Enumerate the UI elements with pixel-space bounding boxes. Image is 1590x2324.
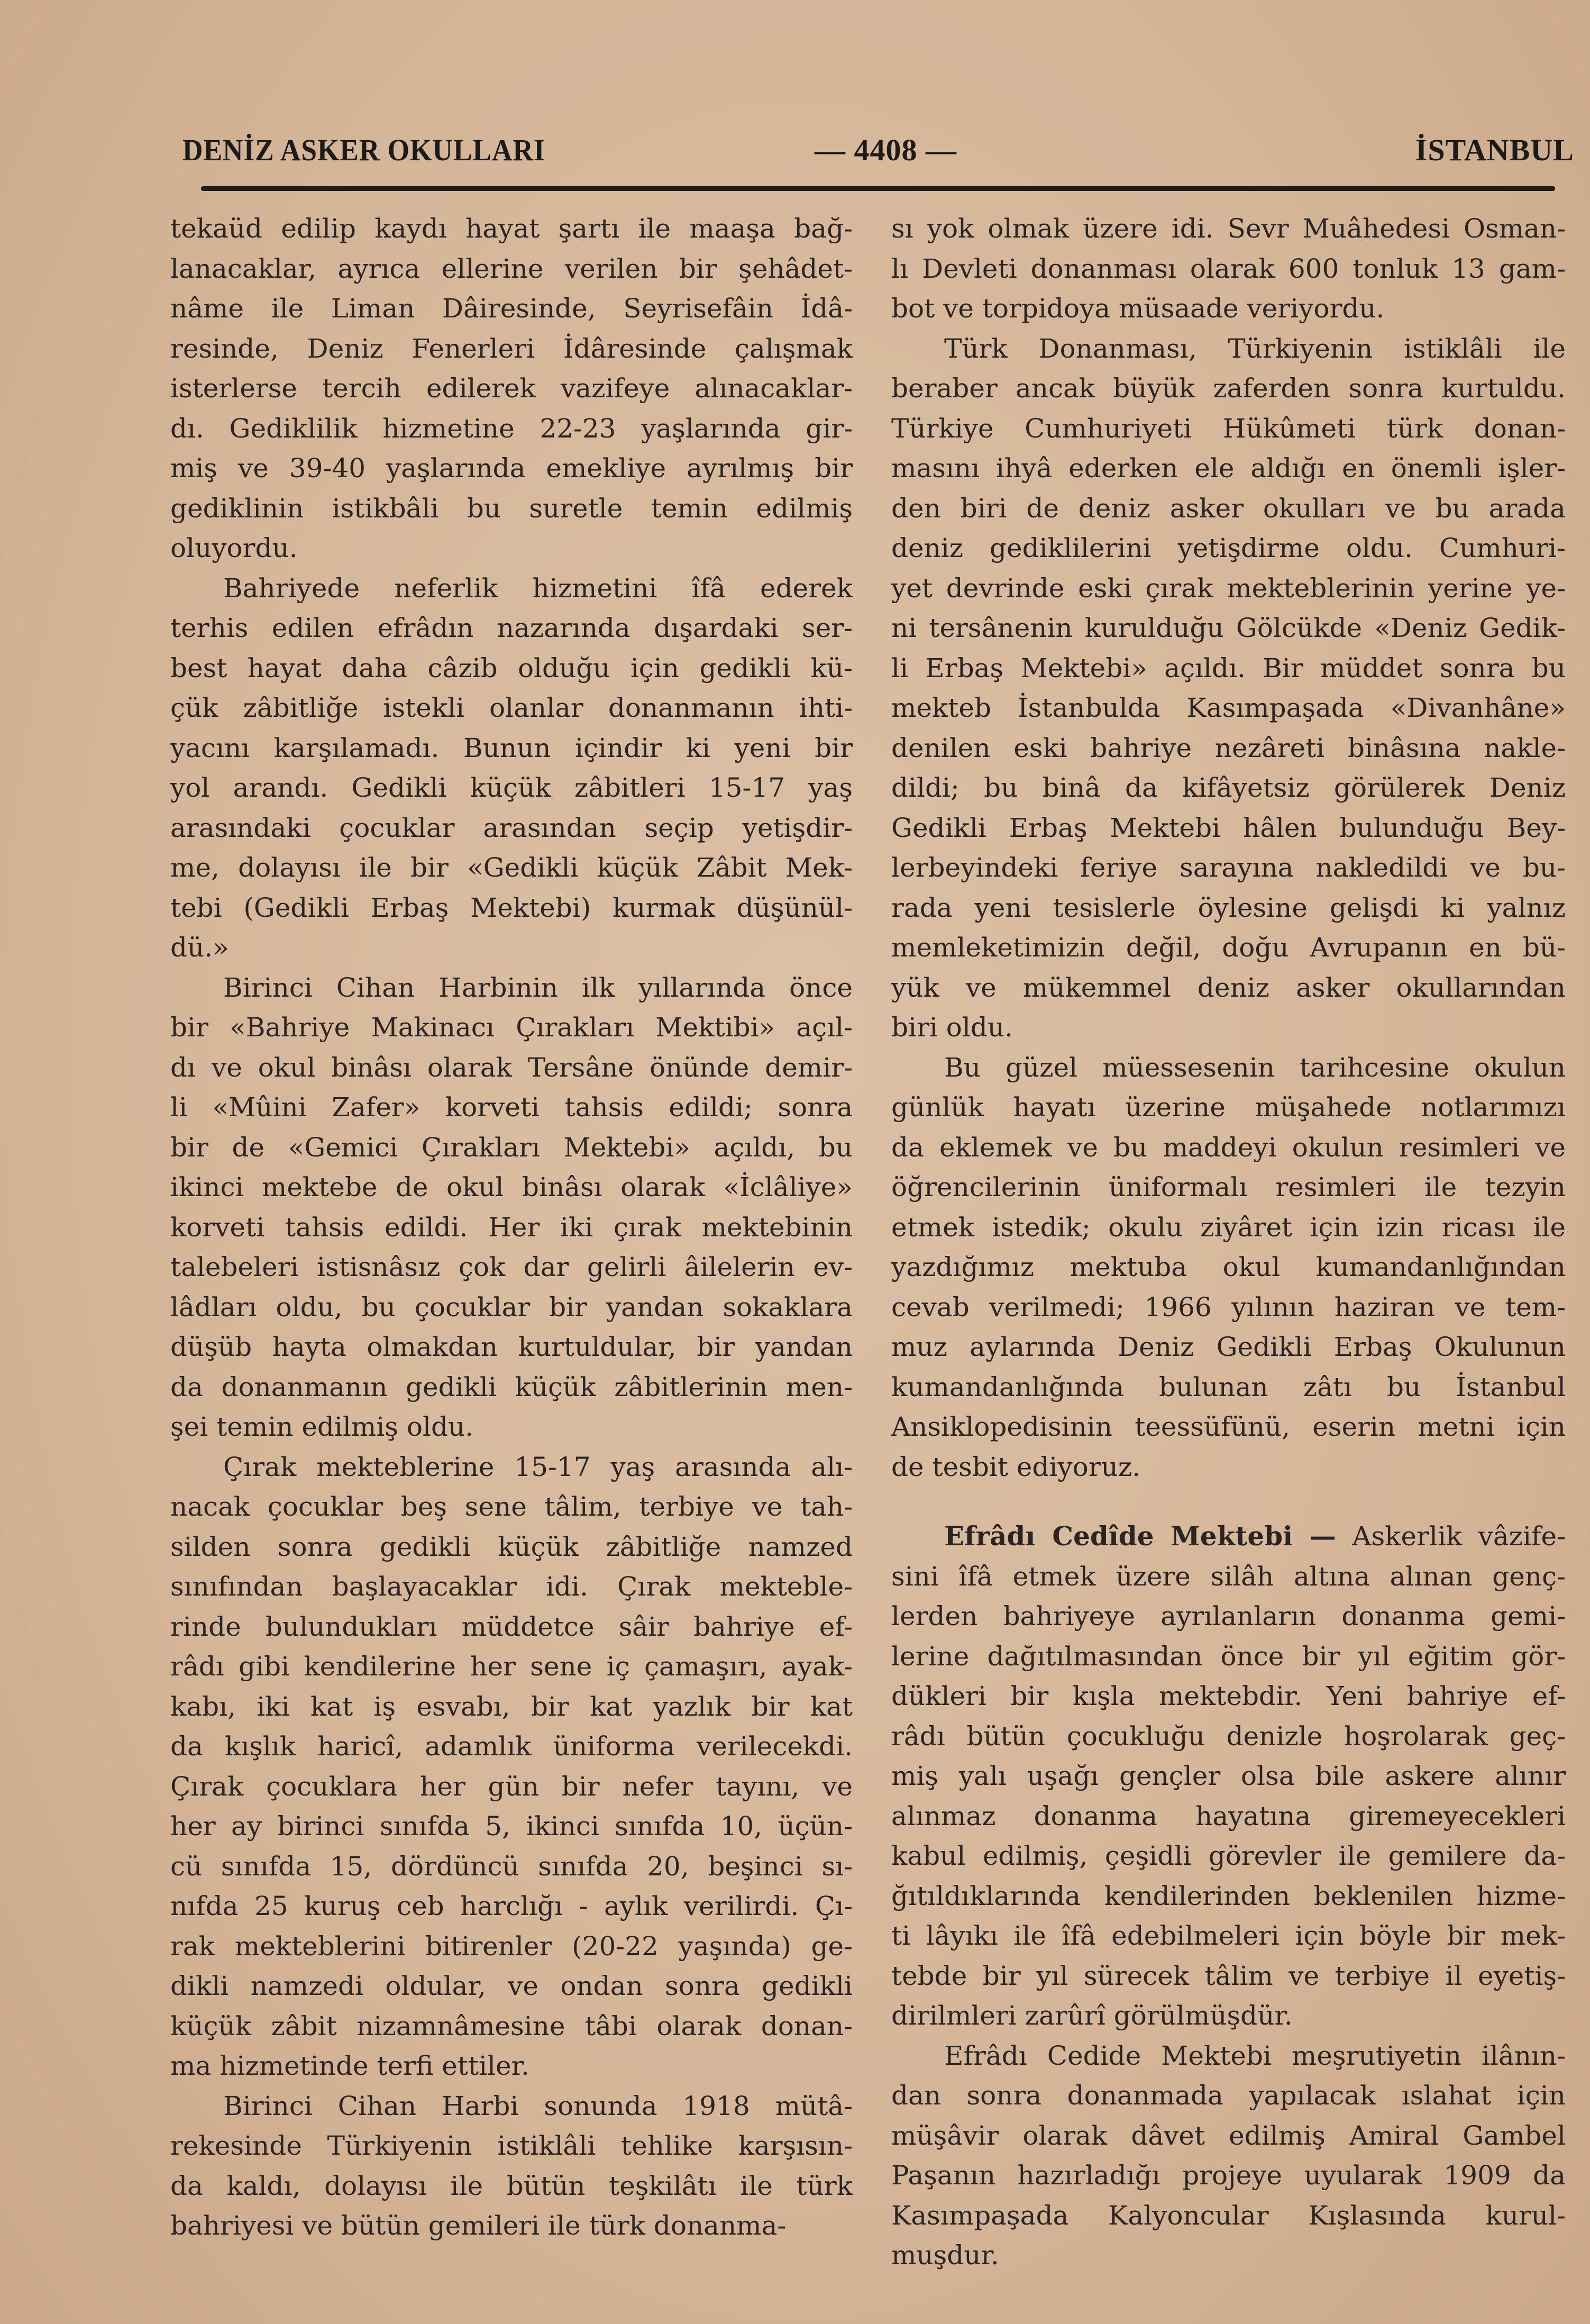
text-line: gediklinin istikbâli bu suretle temin edilmiş xyxy=(170,493,853,524)
text-line: rinde bulundukları müddetce sâir bahriye ef- xyxy=(170,1611,853,1642)
text-line: Birinci Cihan Harbinin ilk yıllarında önce xyxy=(223,972,853,1003)
text-line: da donanmanın gedikli küçük zâbitlerinin men- xyxy=(170,1371,853,1402)
text-line: çük zâbitliğe istekli olanlar donanmanın ihti- xyxy=(170,692,853,723)
text-line: dü.» xyxy=(170,932,229,963)
text-line: lerbeyindeki feriye sarayına nakledildi ve bu- xyxy=(891,852,1566,883)
text-line: best hayat daha câzib olduğu için gedikli kü- xyxy=(170,652,853,683)
text-line: dikli namzedi oldular, ve ondan sonra gedikli xyxy=(170,1971,853,2001)
text-line: yol arandı. Gedikli küçük zâbitleri 15-17 yaş xyxy=(170,772,853,803)
paragraph xyxy=(170,569,853,968)
text-line: oluyordu. xyxy=(170,533,298,563)
text-line: lanacaklar, ayrıca ellerine verilen bir şehâdet- xyxy=(170,253,853,284)
entry-heading: Efrâdı Cedîde Mektebi — xyxy=(944,1520,1336,1552)
text-line: den biri de deniz asker okulları ve bu arada xyxy=(891,493,1566,524)
text-line: nâme ile Liman Dâiresinde, Seyrisefâin İdâ- xyxy=(170,293,853,324)
text-line: dı ve okul binâsı olarak Tersâne önünde demir- xyxy=(170,1052,853,1083)
text-line: bahriyesi ve bütün gemileri ile türk donanma- xyxy=(170,2210,787,2241)
text-line: Çırak çocuklara her gün bir nefer tayını, ve xyxy=(170,1771,853,1802)
text-line: li Erbaş Mektebi» açıldı. Bir müddet sonra bu xyxy=(891,652,1566,683)
text-line: silden sonra gedikli küçük zâbitliğe namzed xyxy=(170,1531,853,1562)
text-line: memleketimizin değil, doğu Avrupanın en bü- xyxy=(891,932,1566,963)
text-line: lerine dağıtılmasından önce bir yıl eğitim gör- xyxy=(891,1641,1566,1672)
text-line: mekteb İstanbulda Kasımpaşada «Divanhâne» xyxy=(891,692,1566,723)
paragraph xyxy=(891,2036,1566,2276)
text-line: terhis edilen efrâdın nazarında dışardaki ser- xyxy=(170,613,853,643)
paragraph xyxy=(170,1447,853,2086)
entry-text: Askerlik vâzife- xyxy=(1352,1521,1566,1552)
text-line: biri oldu. xyxy=(891,1012,1013,1043)
text-line: sini îfâ etmek üzere silâh altına alınan genç- xyxy=(891,1561,1566,1592)
text-line: her ay birinci sınıfda 5, ikinci sınıfda 10, üçün- xyxy=(170,1811,853,1842)
text-line: lâdları oldu, bu çocuklar bir yandan sokaklara xyxy=(170,1291,853,1323)
text-line: nıfda 25 kuruş ceb harclığı - aylık verilirdi. Çı- xyxy=(170,1891,853,1921)
text-line: Ansiklopedisinin teessüfünü, eserin metni için xyxy=(891,1411,1566,1442)
text-line: düşüb hayta olmakdan kurtuldular, bir yandan xyxy=(170,1332,853,1362)
text-line: cevab verilmedi; 1966 yılının haziran ve tem- xyxy=(891,1291,1566,1323)
text-line: yet devrinde eski çırak mekteblerinin yerine ye- xyxy=(891,572,1566,604)
text-line xyxy=(891,1516,1566,1557)
text-line: müşâvir olarak dâvet edilmiş Amiral Gambel xyxy=(891,2120,1566,2151)
text-line: Efrâdı Cedide Mektebi meşrutiyetin ilânın- xyxy=(944,2040,1566,2071)
text-line: öğrencilerinin üniformalı resimleri ile tezyin xyxy=(891,1172,1566,1202)
text-line: dirilmleri zarûrî görülmüşdür. xyxy=(891,2000,1293,2031)
text-line: sı yok olmak üzere idi. Sevr Muâhedesi Osman- xyxy=(891,213,1566,244)
right-column xyxy=(891,209,1566,2276)
paragraph xyxy=(170,209,853,569)
left-column xyxy=(170,209,853,2246)
text-line: kabul edilmiş, çeşidli görevler ile gemilere da- xyxy=(891,1840,1566,1871)
text-line: Bu güzel müessesenin tarihcesine okulun xyxy=(944,1052,1566,1083)
text-line: dı. Gediklilik hizmetine 22-23 yaşlarında gir- xyxy=(170,413,853,444)
text-line: nacak çocuklar beş sene tâlim, terbiye ve tah- xyxy=(170,1491,853,1522)
text-line: ma hizmetinde terfi ettiler. xyxy=(170,2050,529,2081)
text-line: me, dolayısı ile bir «Gedikli küçük Zâbit Mek- xyxy=(170,852,853,883)
paragraph xyxy=(891,329,1566,1048)
paragraph xyxy=(891,1516,1566,2036)
text-line: muz aylarında Deniz Gedikli Erbaş Okulunun xyxy=(891,1332,1566,1362)
text-line: bir de «Gemici Çırakları Mektebi» açıldı, bu xyxy=(170,1132,853,1163)
text-line: talebeleri istisnâsız çok dar gelirli âilelerin ev- xyxy=(170,1252,853,1282)
text-line: Paşanın hazırladığı projeye uyularak 1909 da xyxy=(891,2160,1566,2191)
text-line: korveti tahsis edildi. Her iki çırak mektebinin xyxy=(170,1211,853,1243)
text-line: tebi (Gedikli Erbaş Mektebi) kurmak düşünül- xyxy=(170,892,853,923)
text-line: rekesinde Türkiyenin istiklâli tehlike karşısın- xyxy=(170,2130,853,2161)
text-line: Kasımpaşada Kalyoncular Kışlasında kurul- xyxy=(891,2200,1566,2231)
text-line: ikinci mektebe de okul binâsı olarak «İclâliye» xyxy=(170,1172,853,1202)
text-line: alınmaz donanma hayatına giremeyecekleri xyxy=(891,1800,1566,1831)
text-line: küçük zâbit nizamnâmesine tâbi olarak donan- xyxy=(170,2010,853,2042)
text-line: da eklemek ve bu maddeyi okulun resimleri ve xyxy=(891,1132,1566,1163)
text-line: denilen eski bahriye nezâreti binâsına nakle- xyxy=(891,732,1566,763)
text-line: isterlerse tercih edilerek vazifeye alınacaklar- xyxy=(170,373,853,404)
text-line: lı Devleti donanması olarak 600 tonluk 13 gam- xyxy=(891,253,1566,284)
running-header-section: DENİZ ASKER OKULLARI xyxy=(182,133,545,167)
text-line: günlük hayatı üzerine müşahede notlarımızı xyxy=(891,1092,1566,1123)
text-line: arasındaki çocuklar arasından seçip yetişdir- xyxy=(170,812,853,843)
text-line: tebde bir yıl sürecek tâlim ve terbiye il eyetiş- xyxy=(891,1960,1566,1991)
text-line: miş yalı uşağı gençler olsa bile askere alınır xyxy=(891,1761,1566,1791)
text-line: sınıfından başlayacaklar idi. Çırak mekteble- xyxy=(170,1571,853,1602)
text-line: kumandanlığında bulunan zâtı bu İstanbul xyxy=(891,1371,1566,1402)
text-line: râdı gibi kendilerine her sene iç çamaşırı, ayak- xyxy=(170,1651,853,1682)
text-line: bot ve torpidoya müsaade veriyordu. xyxy=(891,293,1385,324)
text-line: Bahriyede neferlik hizmetini îfâ ederek xyxy=(223,572,853,604)
text-line: yük ve mükemmel deniz asker okullarından xyxy=(891,972,1566,1003)
running-header-volume: İSTANBUL xyxy=(1415,133,1574,167)
text-line: muşdur. xyxy=(891,2240,999,2271)
text-line: li «Mûini Zafer» korveti tahsis edildi; sonra xyxy=(170,1092,853,1123)
text-line: resinde, Deniz Fenerleri İdâresinde çalışmak xyxy=(170,333,853,364)
text-line: Türk Donanması, Türkiyenin istiklâli ile xyxy=(944,333,1566,364)
text-line: tekaüd edilip kaydı hayat şartı ile maaşa bağ- xyxy=(170,213,853,244)
text-line: Birinci Cihan Harbi sonunda 1918 mütâ- xyxy=(223,2090,853,2121)
text-line: da kışlık haricî, adamlık üniforma verilecekdi. xyxy=(170,1731,853,1762)
text-line: miş ve 39-40 yaşlarında emekliye ayrılmış bir xyxy=(170,453,853,484)
text-line: cü sınıfda 15, dördüncü sınıfda 20, beşinci sı- xyxy=(170,1851,853,1882)
text-line: beraber ancak büyük zaferden sonra kurtuldu. xyxy=(891,373,1566,404)
text-line: kabı, iki kat iş esvabı, bir kat yazlık bir kat xyxy=(170,1691,853,1722)
text-line: râdı bütün çocukluğu denizle hoşrolarak geç- xyxy=(891,1720,1566,1752)
text-line: masını ihyâ ederken ele aldığı en önemli işler- xyxy=(891,453,1566,484)
text-line: Türkiye Cumhuriyeti Hükûmeti türk donan- xyxy=(891,413,1566,444)
header-rule xyxy=(201,186,1555,191)
text-line: dildi; bu binâ da kifâyetsiz görülerek Deniz xyxy=(891,772,1566,803)
paragraph xyxy=(170,968,853,1447)
text-line: Gedikli Erbaş Mektebi hâlen bulunduğu Bey- xyxy=(891,812,1566,843)
text-line: da kaldı, dolayısı ile bütün teşkilâtı ile türk xyxy=(170,2170,853,2201)
text-line: dükleri bir kışla mektebdir. Yeni bahriye ef- xyxy=(891,1681,1566,1711)
text-line: de tesbit ediyoruz. xyxy=(891,1451,1141,1482)
text-line: rak mekteblerini bitirenler (20-22 yaşında) ge- xyxy=(170,1930,853,1962)
text-line: ti lâyıkı ile îfâ edebilmeleri için böyle bir mek- xyxy=(891,1920,1566,1951)
text-line: ni tersânenin kurulduğu Gölcükde «Deniz Gedik- xyxy=(891,613,1566,643)
text-line: Çırak mekteblerine 15-17 yaş arasında alı- xyxy=(223,1451,853,1482)
page-number: — 4408 — xyxy=(815,133,957,167)
text-line: şei temin edilmiş oldu. xyxy=(170,1411,474,1442)
text-line: ğıtıldıklarında kendilerinden beklenilen hizme- xyxy=(891,1880,1566,1911)
paragraph xyxy=(891,209,1566,329)
text-line: yacını karşılamadı. Bunun içindir ki yeni bir xyxy=(170,732,853,763)
text-line: dan sonra donanmada yapılacak ıslahat için xyxy=(891,2080,1566,2111)
text-line: rada yeni tesislerle öylesine gelişdi ki yalnız xyxy=(891,892,1566,923)
text-line: bir «Bahriye Makinacı Çırakları Mektibi» açıl- xyxy=(170,1012,853,1043)
text-line: yazdığımız mektuba okul kumandanlığından xyxy=(891,1252,1566,1282)
paragraph xyxy=(170,2086,853,2246)
text-line: deniz gediklilerini yetişdirme oldu. Cumhuri- xyxy=(891,533,1566,563)
text-line: etmek istedik; okulu ziyâret için izin ricası ile xyxy=(891,1211,1566,1243)
paragraph xyxy=(891,1048,1566,1488)
text-line: lerden bahriyeye ayrılanların donanma gemi- xyxy=(891,1601,1566,1632)
